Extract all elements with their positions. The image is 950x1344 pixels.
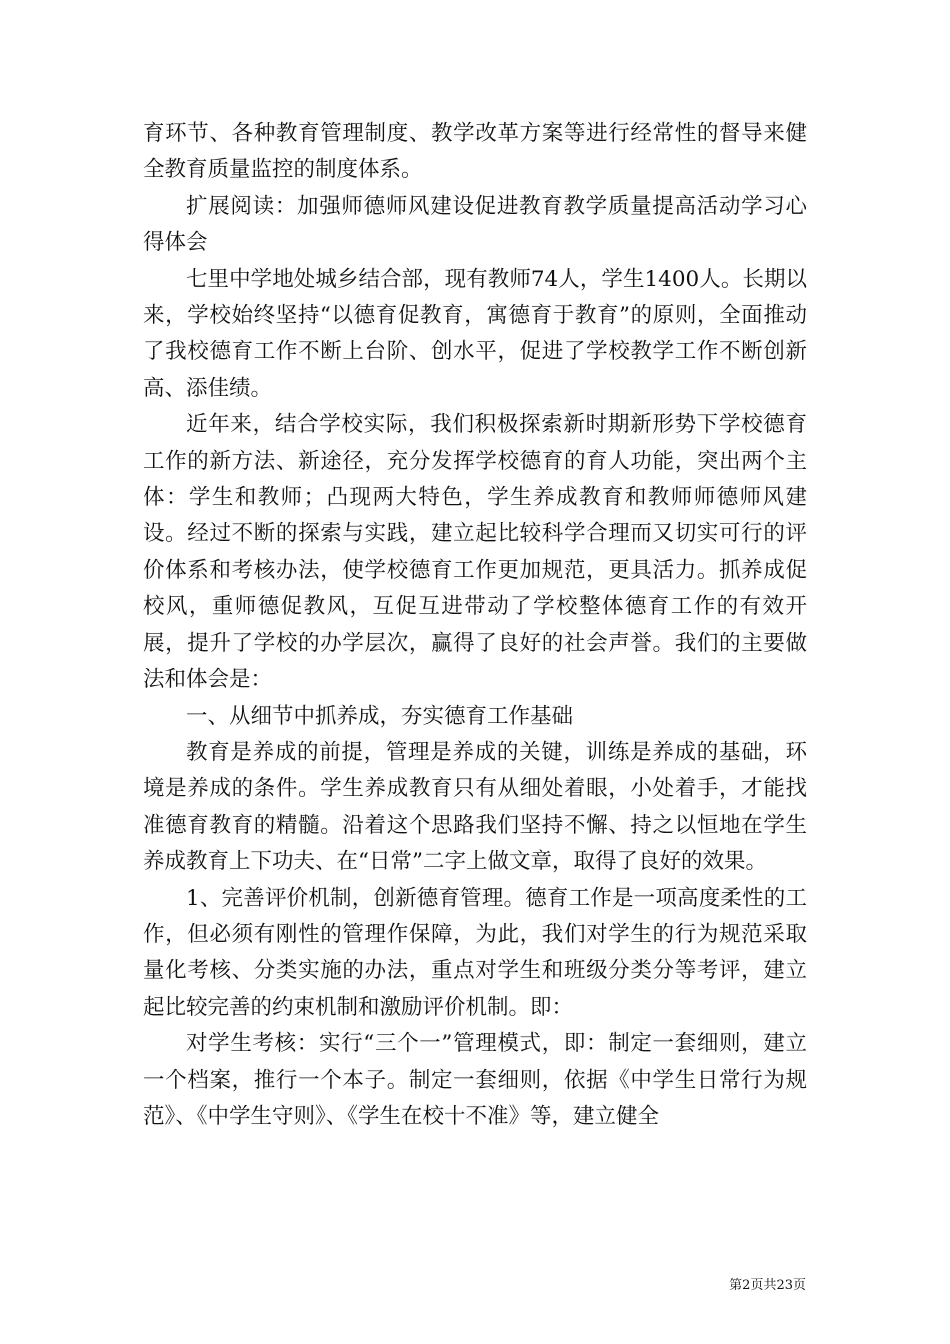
paragraph: 对学生考核：实行“三个一”管理模式，即：制定一套细则，建立一个档案，推行一个本子。制定一套细则，依据《中学生日常行为规范》、《中学生守则》、《学生在校十不准》等，建立健全: [143, 1031, 807, 1129]
extended-reading-title: 扩展阅读：加强师德师风建设促进教育教学质量提高活动学习心得体会: [143, 193, 807, 256]
paragraph: 近年来，结合学校实际，我们积极探索新时期新形势下学校德育工作的新方法、新途径，充分发挥学校德育的育人功能，突出两个主体：学生和教师；凸现两大特色，学生养成教育和教师师德师风建设。经过不断的探索与实践，建立起比较科学合理而又切实可行的评价体系和考核办法，使学校德育工作更加规范，更具活力。抓养成促校风，重师德促教风，互促互进带动了学校整体德育工作的有效开展，提升了学校的办学层次，赢得了良好的社会声誉。我们的主要做法和体会是：: [143, 412, 807, 693]
paragraph: 教育是养成的前提，管理是养成的关键，训练是养成的基础，环境是养成的条件。学生养成教育只有从细处着眼，小处着手，才能找准德育教育的精髓。沿着这个思路我们坚持不懈、持之以恒地在学生养成教育上下功夫、在“日常”二字上做文章，取得了良好的效果。: [143, 739, 807, 875]
paragraph: 育环节、各种教育管理制度、教学改革方案等进行经常性的督导来健全教育质量监控的制度体系。: [143, 121, 807, 183]
section-heading: 一、从细节中抓养成，夯实德育工作基础: [186, 703, 574, 729]
paragraph: 1、完善评价机制，创新德育管理。德育工作是一项高度柔性的工作，但必须有刚性的管理作保障，为此，我们对学生的行为规范采取量化考核、分类实施的办法，重点对学生和班级分类分等考评，建立起比较完善的约束机制和激励评价机制。即：: [143, 885, 807, 1020]
document-body: [143, 116, 807, 1135]
page-number: 第2页共23页: [729, 1278, 806, 1293]
paragraph: 七里中学地处城乡结合部，现有教师74人，学生1400人。长期以来，学校始终坚持“以德育促教育，寓德育于教育”的原则，全面推动了我校德育工作不断上台阶、创水平，促进了学校教学工作不断创新高、添佳绩。: [143, 266, 807, 401]
